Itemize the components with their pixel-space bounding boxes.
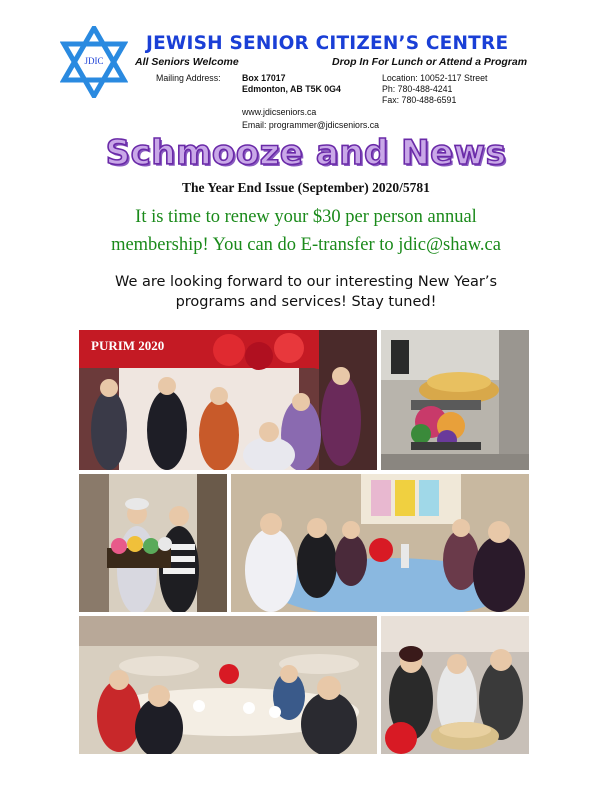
forward-message xyxy=(40,272,572,312)
photo-dining-hall xyxy=(79,616,377,754)
photo-women-gift xyxy=(79,474,227,612)
forward-line1: We are looking forward to our interesting New Year’s xyxy=(114,274,498,290)
issue-line: The Year End Issue (September) 2020/5781 xyxy=(182,180,430,195)
renew-line2: membership! You can do E-transfer to jdic@shaw.ca xyxy=(111,235,501,255)
newsletter-title: Schmooze and News xyxy=(105,133,507,173)
photo-caption-purim: PURIM 2020 xyxy=(91,338,165,353)
org-name: JEWISH SENIOR CITIZEN’S CENTRE xyxy=(146,33,509,54)
renew-line1: It is time to renew your $30 per person annual xyxy=(135,207,477,227)
tagline-right: Drop In For Lunch or Attend a Program xyxy=(332,56,528,68)
photo-purim-costumes xyxy=(79,330,377,470)
renew-message xyxy=(40,203,572,259)
logo-text: JDIC xyxy=(84,56,104,66)
photo-women-pastries xyxy=(381,616,529,754)
forward-line2: programs and services! Stay tuned! xyxy=(175,294,437,310)
website-link[interactable]: www.jdicseniors.ca xyxy=(242,107,317,117)
fax: Fax: 780-488-6591 xyxy=(382,95,457,105)
tagline-left: All Seniors Welcome xyxy=(135,56,239,68)
location: Location: 10052-117 Street xyxy=(382,73,488,83)
star-of-david-logo-icon xyxy=(60,26,128,98)
photo-food-cart xyxy=(381,330,529,470)
email-link[interactable]: Email: programmer@jdicseniors.ca xyxy=(242,120,380,130)
phone: Ph: 780-488-4241 xyxy=(382,84,453,94)
mailing-line1: Box 17017 xyxy=(242,73,286,83)
photo-table-group xyxy=(231,474,529,612)
mailing-label: Mailing Address: xyxy=(156,73,221,83)
mailing-line2: Edmonton, AB T5K 0G4 xyxy=(242,84,341,94)
